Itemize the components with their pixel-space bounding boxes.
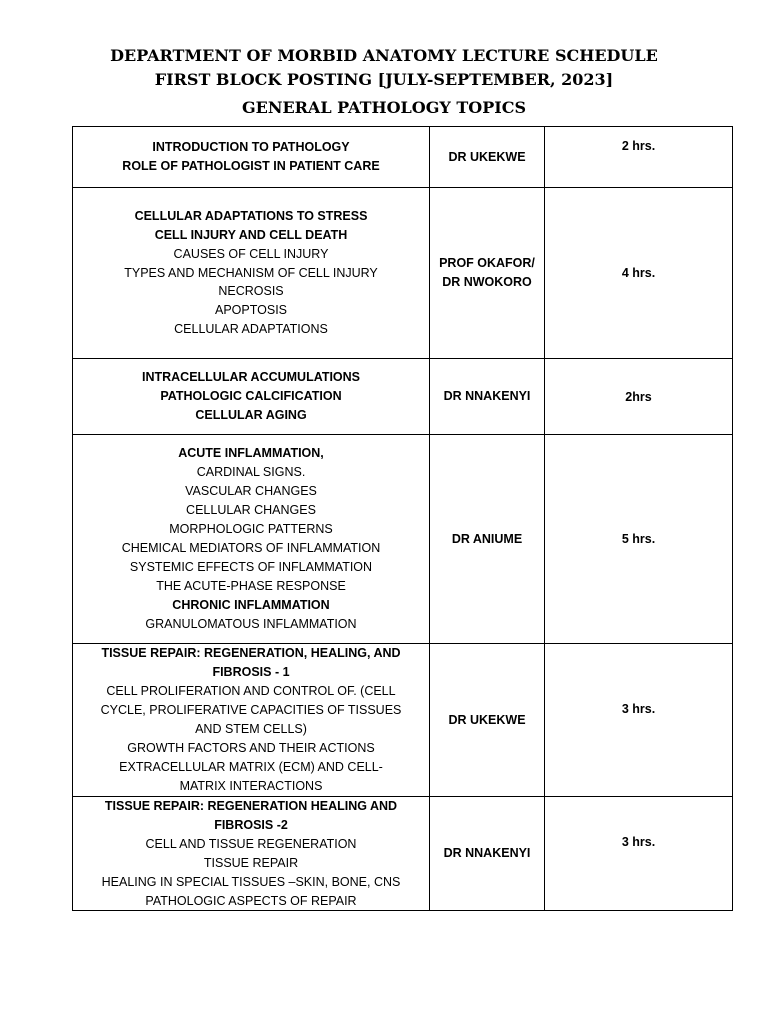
topic-line: TISSUE REPAIR: REGENERATION HEALING AND xyxy=(104,799,398,813)
hours-cell: 2 hrs. xyxy=(545,127,733,188)
hours-cell: 5 hrs. xyxy=(545,435,733,644)
lecturer-cell xyxy=(430,188,545,359)
hours-cell: 3 hrs. xyxy=(545,644,733,797)
topic-line: TISSUE REPAIR: REGENERATION, HEALING, AND xyxy=(101,646,401,661)
topic-line: ACUTE INFLAMMATION, xyxy=(178,446,324,461)
schedule-row xyxy=(73,797,733,911)
lecturer-cell xyxy=(430,644,545,797)
topic-line: TISSUE REPAIR xyxy=(203,855,299,870)
schedule-row xyxy=(73,435,733,644)
topic-line: INTRODUCTION TO PATHOLOGY xyxy=(152,140,350,155)
topic-line: THE ACUTE-PHASE RESPONSE xyxy=(156,578,346,593)
topic-line: EXTRACELLULAR MATRIX (ECM) AND CELL- xyxy=(119,759,383,774)
topics-cell xyxy=(73,435,430,644)
topics-cell xyxy=(73,644,430,797)
topic-line: SYSTEMIC EFFECTS OF INFLAMMATION xyxy=(129,559,373,574)
topic-line: PATHOLOGIC CALCIFICATION xyxy=(160,389,342,404)
lecturer-name: DR NWOKORO xyxy=(442,275,532,289)
lecturer-name: DR NNAKENYI xyxy=(443,846,531,861)
topic-line: GRANULOMATOUS INFLAMMATION xyxy=(145,616,357,631)
topic-line: MATRIX INTERACTIONS xyxy=(179,778,323,793)
topic-line: CELL INJURY AND CELL DEATH xyxy=(154,227,348,242)
topic-line: CAUSES OF CELL INJURY xyxy=(173,246,329,261)
topic-line: APOPTOSIS xyxy=(214,303,287,318)
hours-cell: 2hrs xyxy=(545,359,733,435)
lecturer-name: DR NNAKENYI xyxy=(443,389,531,403)
lecturer-name: DR ANIUME xyxy=(451,531,523,546)
topic-line: CARDINAL SIGNS. xyxy=(196,465,306,480)
lecturer-name: DR UKEKWE xyxy=(448,149,526,164)
schedule-row xyxy=(73,644,733,797)
lecturer-cell xyxy=(430,797,545,911)
topic-line: CELLULAR ADAPTATIONS TO STRESS xyxy=(134,208,368,223)
topics-heading: GENERAL PATHOLOGY TOPICS xyxy=(241,98,527,117)
lecturer-cell xyxy=(430,359,545,435)
topic-line: INTRACELLULAR ACCUMULATIONS xyxy=(141,370,361,385)
topic-line: CHEMICAL MEDIATORS OF INFLAMMATION xyxy=(121,541,381,555)
topics-cell xyxy=(73,797,430,911)
hours-cell: 3 hrs. xyxy=(545,797,733,911)
topic-line: CELLULAR ADAPTATIONS xyxy=(174,322,328,337)
topic-line: CELLULAR AGING xyxy=(195,407,307,422)
topic-line: NECROSIS xyxy=(218,284,284,299)
hours-cell: 4 hrs. xyxy=(545,188,733,359)
topic-line: CYCLE, PROLIFERATIVE CAPACITIES OF TISSUES xyxy=(100,703,402,718)
topic-line: CELL AND TISSUE REGENERATION xyxy=(145,836,357,851)
lecturer-cell xyxy=(430,435,545,644)
topic-line: CELLULAR CHANGES xyxy=(186,503,316,518)
lecture-schedule-table xyxy=(72,126,733,911)
topic-line: VASCULAR CHANGES xyxy=(185,484,317,499)
topic-line: PATHOLOGIC ASPECTS OF REPAIR xyxy=(145,893,357,908)
posting-period: FIRST BLOCK POSTING [JULY-SEPTEMBER, 2023] xyxy=(154,70,614,89)
lecturer-name: PROF OKAFOR/ xyxy=(439,256,535,270)
lecturer-cell xyxy=(430,127,545,188)
topics-cell xyxy=(73,188,430,359)
topic-line: GROWTH FACTORS AND THEIR ACTIONS xyxy=(127,740,375,755)
topic-line: CELL PROLIFERATION AND CONTROL OF. (CELL xyxy=(106,684,396,699)
document-header xyxy=(0,44,768,120)
schedule-row xyxy=(73,359,733,435)
topics-cell xyxy=(73,127,430,188)
topic-line: MORPHOLOGIC PATTERNS xyxy=(169,522,333,537)
topic-line: HEALING IN SPECIAL TISSUES –SKIN, BONE, CNS xyxy=(101,874,401,889)
schedule-row xyxy=(73,188,733,359)
topic-line: FIBROSIS -2 xyxy=(214,817,288,832)
topic-line: ROLE OF PATHOLOGIST IN PATIENT CARE xyxy=(122,159,380,173)
topics-cell xyxy=(73,359,430,435)
lecturer-name: DR UKEKWE xyxy=(448,712,526,727)
topic-line: CHRONIC INFLAMMATION xyxy=(172,597,330,612)
department-title: DEPARTMENT OF MORBID ANATOMY LECTURE SCHEDULE xyxy=(110,46,658,65)
topic-line: AND STEM CELLS) xyxy=(195,722,307,736)
topic-line: TYPES AND MECHANISM OF CELL INJURY xyxy=(124,265,378,280)
schedule-row xyxy=(73,127,733,188)
topic-line: FIBROSIS - 1 xyxy=(212,665,290,680)
